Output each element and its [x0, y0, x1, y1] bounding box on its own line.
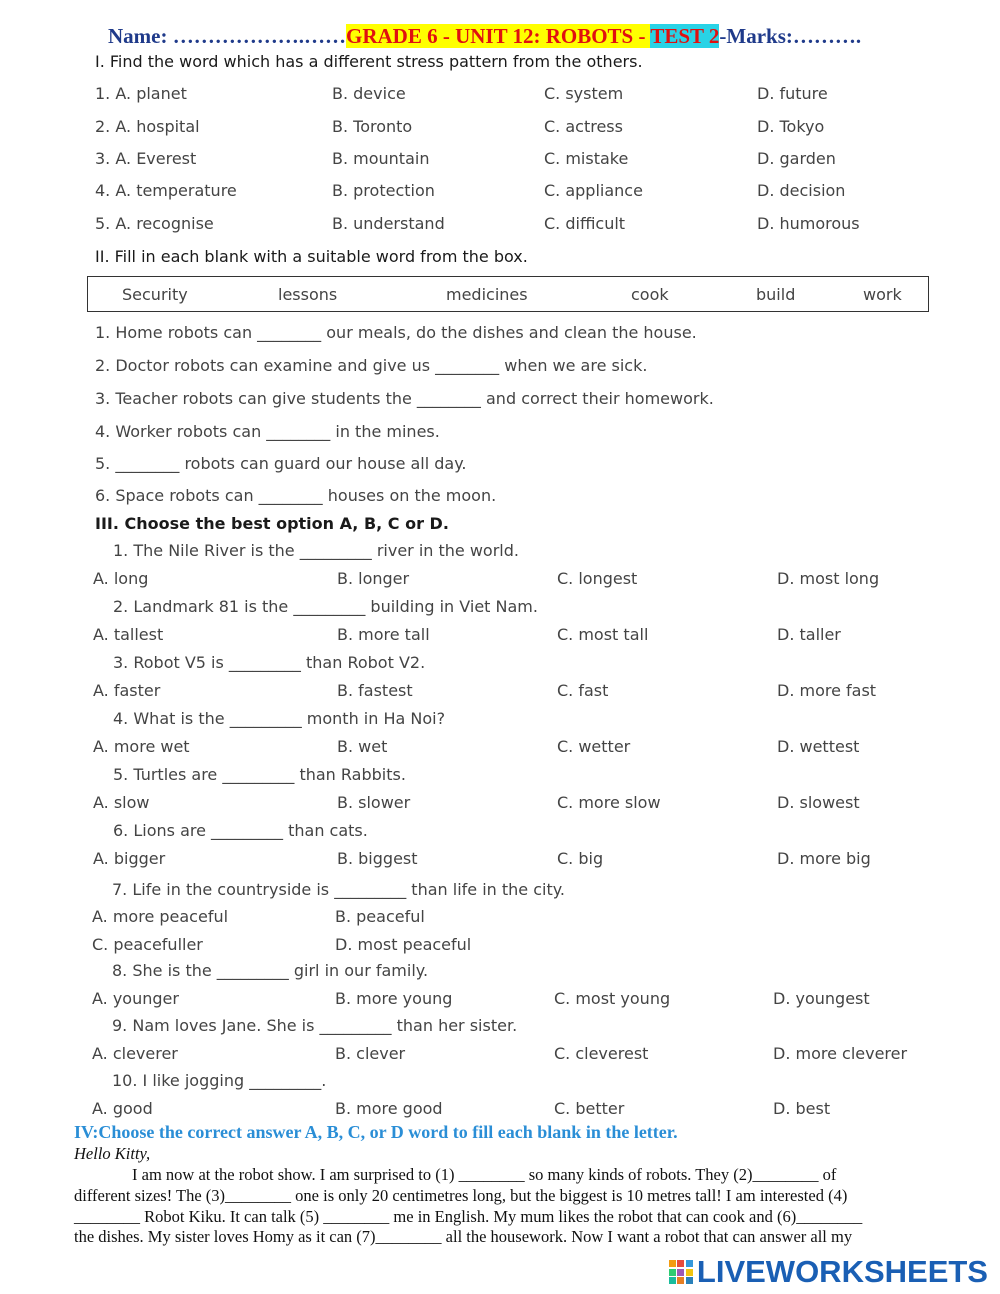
fill-blank-sentence: 2. Doctor robots can examine and give us ________ when we are sick.: [95, 356, 648, 375]
stress-option: B. mountain: [332, 149, 430, 168]
answer-option: A. faster: [93, 681, 161, 700]
word-box-item: medicines: [446, 285, 528, 304]
liveworksheets-logo: [669, 1254, 988, 1290]
answer-option: A. good: [92, 1099, 153, 1118]
test-label: TEST 2: [650, 24, 720, 48]
answer-option: C. longest: [557, 569, 638, 588]
answer-option: A. younger: [92, 989, 179, 1008]
answer-option: D. more fast: [777, 681, 877, 700]
answer-option: C. big: [557, 849, 604, 868]
stress-option: 1. A. planet: [95, 84, 187, 103]
question-text: 5. Turtles are _________ than Rabbits.: [113, 765, 406, 784]
answer-option: D. most peaceful: [335, 935, 472, 954]
answer-option: B. peaceful: [335, 907, 425, 926]
stress-option: 2. A. hospital: [95, 117, 200, 136]
marks-label: -Marks:……….: [719, 24, 862, 48]
question-text: 6. Lions are _________ than cats.: [113, 821, 368, 840]
word-box-item: cook: [631, 285, 669, 304]
logo-text: LIVEWORKSHEETS: [696, 1254, 988, 1289]
worksheet-title: GRADE 6 - UNIT 12: ROBOTS -: [345, 24, 651, 48]
section-1-heading: I. Find the word which has a different stress pattern from the others.: [95, 52, 643, 71]
answer-option: A. slow: [93, 793, 150, 812]
stress-option: B. device: [332, 84, 406, 103]
stress-option: C. system: [544, 84, 624, 103]
logo-grid-icon: [669, 1260, 693, 1284]
stress-option: 4. A. temperature: [95, 181, 237, 200]
answer-option: A. cleverer: [92, 1044, 178, 1063]
section-4-heading: IV:Choose the correct answer A, B, C, or D word to fill each blank in the letter.: [74, 1122, 678, 1142]
stress-option: D. garden: [757, 149, 836, 168]
answer-option: C. most young: [554, 989, 671, 1008]
answer-option: C. peacefuller: [92, 935, 203, 954]
answer-option: D. more cleverer: [773, 1044, 908, 1063]
answer-option: B. more young: [335, 989, 453, 1008]
fill-blank-sentence: 1. Home robots can ________ our meals, do the dishes and clean the house.: [95, 323, 697, 342]
word-box: [87, 276, 929, 312]
answer-option: C. wetter: [557, 737, 631, 756]
name-label: Name: ……………….……: [108, 24, 346, 48]
answer-option: B. fastest: [337, 681, 413, 700]
answer-option: C. fast: [557, 681, 609, 700]
stress-option: D. decision: [757, 181, 846, 200]
answer-option: B. more tall: [337, 625, 430, 644]
stress-option: C. appliance: [544, 181, 643, 200]
letter-line: different sizes! The (3)________ one is only 20 centimetres long, but the biggest is 10 metres tall! I am interested (4): [74, 1186, 848, 1205]
stress-option: B. Toronto: [332, 117, 413, 136]
question-text: 4. What is the _________ month in Ha Noi?: [113, 709, 446, 728]
answer-option: C. most tall: [557, 625, 649, 644]
answer-option: D. wettest: [777, 737, 860, 756]
answer-option: A. bigger: [93, 849, 166, 868]
question-text: 3. Robot V5 is _________ than Robot V2.: [113, 653, 426, 672]
stress-option: C. difficult: [544, 214, 626, 233]
fill-blank-sentence: 4. Worker robots can ________ in the mines.: [95, 422, 440, 441]
stress-option: B. understand: [332, 214, 445, 233]
question-text: 1. The Nile River is the _________ river in the world.: [113, 541, 519, 560]
stress-option: B. protection: [332, 181, 435, 200]
stress-option: C. mistake: [544, 149, 629, 168]
stress-option: 3. A. Everest: [95, 149, 197, 168]
answer-option: B. slower: [337, 793, 411, 812]
answer-option: B. longer: [337, 569, 410, 588]
section-2-heading: II. Fill in each blank with a suitable word from the box.: [95, 247, 528, 266]
question-text: 8. She is the _________ girl in our family.: [112, 961, 429, 980]
question-text: 9. Nam loves Jane. She is _________ than her sister.: [112, 1016, 518, 1035]
fill-blank-sentence: 3. Teacher robots can give students the ________ and correct their homework.: [95, 389, 714, 408]
answer-option: D. most long: [777, 569, 880, 588]
answer-option: B. more good: [335, 1099, 443, 1118]
letter-greeting: Hello Kitty,: [74, 1144, 151, 1163]
question-text: 7. Life in the countryside is _________ than life in the city.: [112, 880, 565, 899]
stress-option: D. humorous: [757, 214, 860, 233]
word-box-item: lessons: [278, 285, 338, 304]
word-box-item: build: [756, 285, 796, 304]
question-text: 2. Landmark 81 is the _________ building in Viet Nam.: [113, 597, 538, 616]
answer-option: D. taller: [777, 625, 841, 644]
worksheet-header: [108, 24, 861, 49]
stress-option: D. Tokyo: [757, 117, 825, 136]
word-box-item: work: [863, 285, 902, 304]
answer-option: A. more peaceful: [92, 907, 229, 926]
letter-line: ________ Robot Kiku. It can talk (5) ________ me in English. My mum likes the robot that can cook and (6)________: [74, 1207, 863, 1226]
answer-option: C. cleverest: [554, 1044, 649, 1063]
fill-blank-sentence: 6. Space robots can ________ houses on the moon.: [95, 486, 497, 505]
letter-line: the dishes. My sister loves Homy as it can (7)________ all the housework. Now I want a robot that can answer all my: [74, 1227, 853, 1246]
question-text: 10. I like jogging _________.: [112, 1071, 327, 1090]
letter-line: I am now at the robot show. I am surprised to (1) ________ so many kinds of robots. They (2)________ of: [132, 1165, 837, 1184]
answer-option: A. more wet: [93, 737, 190, 756]
answer-option: B. biggest: [337, 849, 418, 868]
answer-option: D. best: [773, 1099, 831, 1118]
answer-option: C. better: [554, 1099, 625, 1118]
answer-option: B. clever: [335, 1044, 406, 1063]
fill-blank-sentence: 5. ________ robots can guard our house all day.: [95, 454, 467, 473]
stress-option: D. future: [757, 84, 828, 103]
answer-option: D. youngest: [773, 989, 870, 1008]
answer-option: D. slowest: [777, 793, 860, 812]
stress-option: C. actress: [544, 117, 623, 136]
answer-option: D. more big: [777, 849, 871, 868]
answer-option: B. wet: [337, 737, 388, 756]
answer-option: A. tallest: [93, 625, 164, 644]
section-3-heading: III. Choose the best option A, B, C or D.: [95, 514, 449, 533]
word-box-item: Security: [122, 285, 188, 304]
answer-option: A. long: [93, 569, 149, 588]
answer-option: C. more slow: [557, 793, 661, 812]
stress-option: 5. A. recognise: [95, 214, 214, 233]
